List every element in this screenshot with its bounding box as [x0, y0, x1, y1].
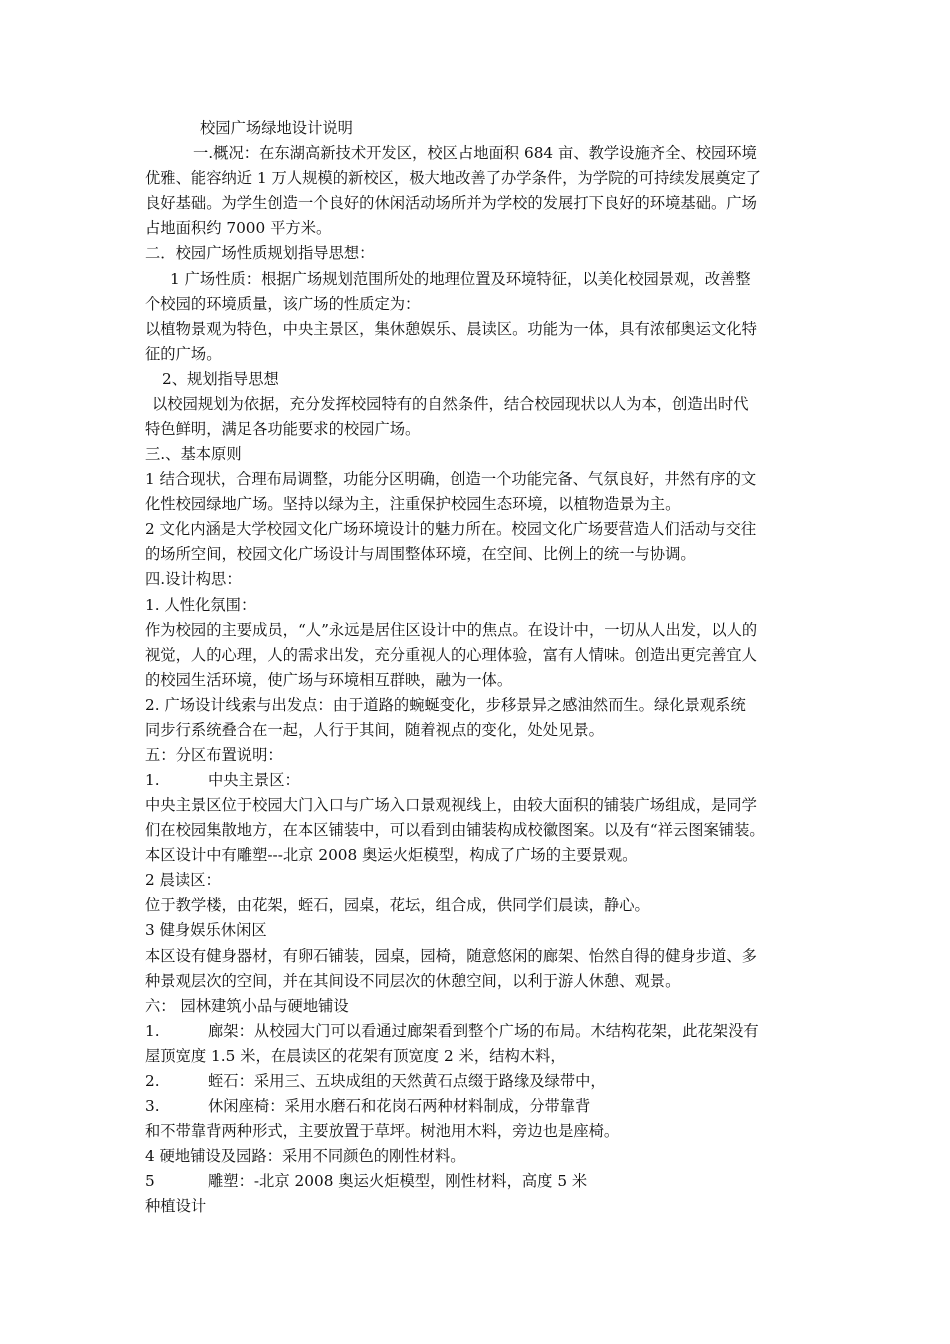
paragraph-line: 和不带靠背两种形式，主要放置于草坪。树池用木料，旁边也是座椅。 — [145, 1122, 620, 1140]
paragraph-line: 2. 广场设计线索与出发点：由于道路的蜿蜒变化，步移景异之感油然而生。绿化景观系统 — [145, 696, 746, 714]
list-item-text: 廊架：从校园大门可以看通过廊架看到整个广场的布局。木结构花架，此花架没有 — [208, 1022, 759, 1040]
document-title: 校园广场绿地设计说明 — [200, 119, 353, 137]
subsection-heading: 1. 人性化氛围： — [145, 596, 257, 614]
paragraph-line: 种景观层次的空间，并在其间设不同层次的休憩空间，以利于游人休憩、观景。 — [145, 972, 681, 990]
subsection-heading: 2、规划指导思想 — [162, 370, 279, 388]
paragraph-line: 位于教学楼，由花架，蛭石，园桌，花坛，组合成，供同学们晨读，静心。 — [145, 896, 650, 914]
paragraph-line: 1 广场性质：根据广场规划范围所处的地理位置及环境特征，以美化校园景观，改善整 — [170, 270, 751, 288]
paragraph-line: 个校园的环境质量，该广场的性质定为： — [145, 295, 421, 313]
subsection-heading: 3 健身娱乐休闲区 — [145, 921, 267, 939]
paragraph-line: 本区设有健身器材，有卵石铺装，园桌，园椅，随意悠闲的廊架、怡然自得的健身步道、多 — [145, 947, 757, 965]
list-item-text: 休闲座椅：采用水磨石和花岗石两种材料制成，分带靠背 — [208, 1097, 591, 1115]
paragraph-line: 的场所空间，校园文化广场设计与周围整体环境，在空间、比例上的统一与协调。 — [145, 545, 696, 563]
paragraph-line: 同步行系统叠合在一起，人行于其间，随着视点的变化，处处见景。 — [145, 721, 604, 739]
section-heading: 三.、基本原则 — [145, 445, 242, 463]
paragraph-line: 屋顶宽度 1.5 米，在晨读区的花架有顶宽度 2 米，结构木料， — [145, 1047, 566, 1065]
paragraph-line: 优雅、能容纳近 1 万人规模的新校区，极大地改善了办学条件，为学院的可持续发展奠定了 — [145, 169, 762, 187]
paragraph-line: 以校园规划为依据，充分发挥校园特有的自然条件，结合校园现状以人为本，创造出时代 — [152, 395, 749, 413]
list-number: 5 — [145, 1172, 155, 1190]
list-number: 3. — [145, 1097, 160, 1115]
paragraph-line: 1 结合现状，合理布局调整，功能分区明确，创造一个功能完备、气氛良好，井然有序的文 — [145, 470, 757, 488]
paragraph-line: 一.概况：在东湖高新技术开发区，校区占地面积 684 亩、教学设施齐全、校园环境 — [193, 144, 757, 162]
paragraph-line: 以植物景观为特色，中央主景区，集休憩娱乐、晨读区。功能为一体，具有浓郁奥运文化特 — [145, 320, 757, 338]
list-number: 2. — [145, 1072, 160, 1090]
paragraph-line: 的校园生活环境，使广场与环境相互群映，融为一体。 — [145, 671, 513, 689]
subsection-heading: 2 晨读区： — [145, 871, 221, 889]
paragraph-line: 本区设计中有雕塑---北京 2008 奥运火炬模型，构成了广场的主要景观。 — [145, 846, 638, 864]
paragraph-line: 们在校园集散地方，在本区铺装中，可以看到由铺装构成校徽图案。以及有“祥云图案铺装。 — [145, 821, 765, 839]
list-item-text: 蛭石：采用三、五块成组的天然黄石点缀于路缘及绿带中， — [208, 1072, 606, 1090]
paragraph-line: 特色鲜明，满足各功能要求的校园广场。 — [145, 420, 421, 438]
list-number: 1. — [145, 1022, 160, 1040]
section-heading: 二．校园广场性质规划指导思想： — [145, 244, 375, 262]
paragraph-line: 化性校园绿地广场。坚持以绿为主，注重保护校园生态环境，以植物造景为主。 — [145, 495, 681, 513]
section-heading: 六： 园林建筑小品与硬地铺设 — [145, 997, 349, 1015]
list-number: 1. — [145, 771, 160, 789]
paragraph-line: 中央主景区位于校园大门入口与广场入口景观视线上，由较大面积的铺装广场组成，是同学 — [145, 796, 757, 814]
section-heading: 四.设计构思： — [145, 570, 242, 588]
section-heading: 种植设计 — [145, 1197, 207, 1215]
list-item-text: 中央主景区： — [208, 771, 300, 789]
section-heading: 五：分区布置说明： — [145, 746, 283, 764]
paragraph-line: 作为校园的主要成员，“人”永远是居住区设计中的焦点。在设计中，一切从人出发，以人的 — [145, 621, 758, 639]
paragraph-line: 占地面积约 7000 平方米。 — [145, 219, 332, 237]
paragraph-line: 征的广场。 — [145, 345, 222, 363]
paragraph-line: 2 文化内涵是大学校园文化广场环境设计的魅力所在。校园文化广场要营造人们活动与交往 — [145, 520, 757, 538]
paragraph-line: 视觉，人的心理，人的需求出发，充分重视人的心理体验，富有人情味。创造出更完善宜人 — [145, 646, 757, 664]
paragraph-line: 良好基础。为学生创造一个良好的休闲活动场所并为学校的发展打下良好的环境基础。广场 — [145, 194, 757, 212]
list-item-text: 雕塑：-北京 2008 奥运火炬模型，刚性材料，高度 5 米 — [208, 1172, 588, 1190]
paragraph-line: 4 硬地铺设及园路：采用不同颜色的刚性材料。 — [145, 1147, 466, 1165]
